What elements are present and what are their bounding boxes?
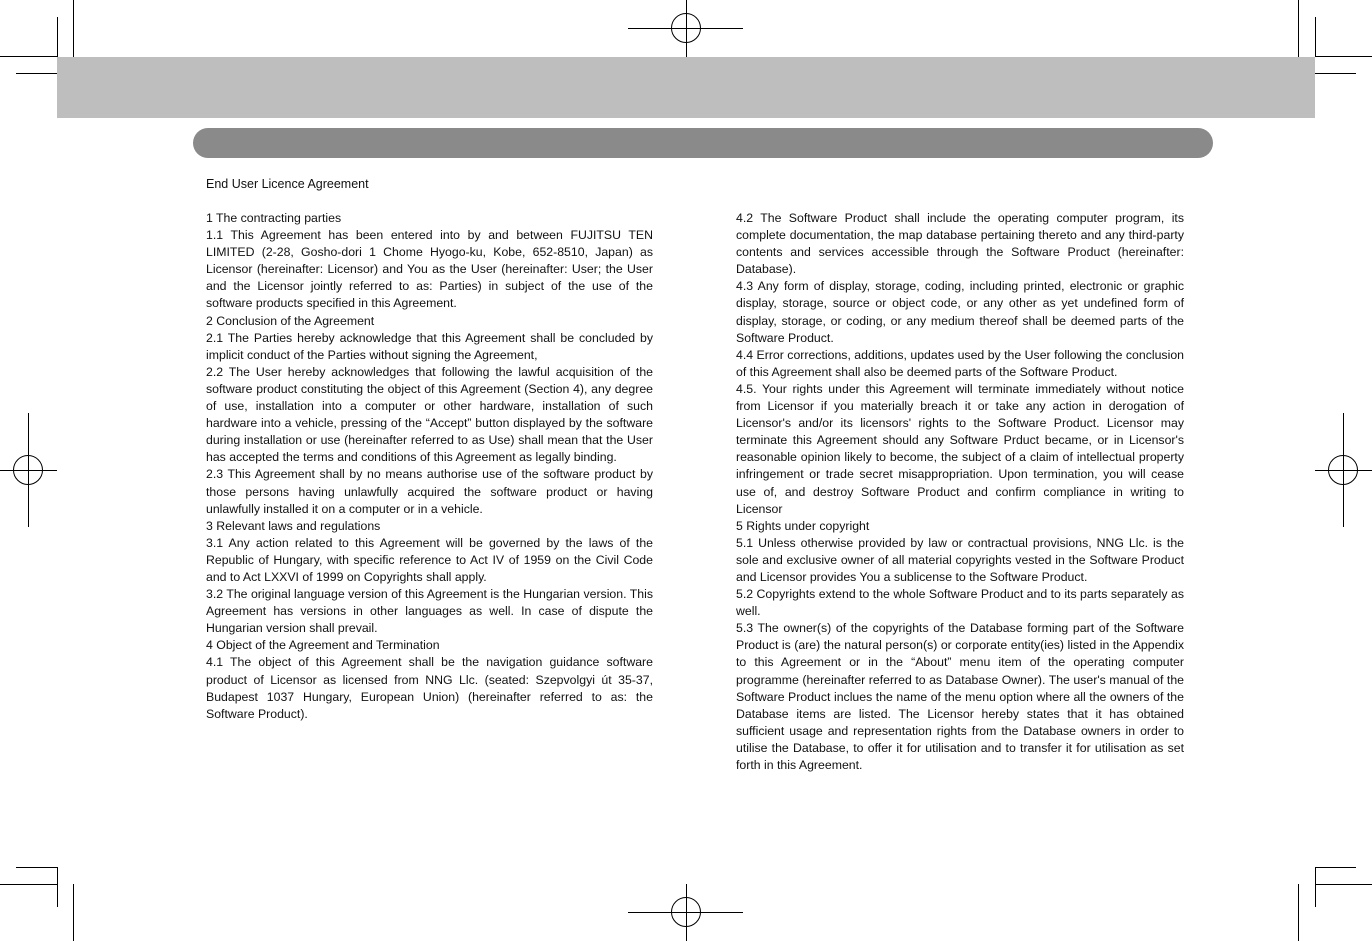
section-heading: 4 Object of the Agreement and Termination: [206, 638, 440, 653]
section-heading: 1 The contracting parties: [206, 211, 342, 225]
right-column: [736, 210, 1184, 774]
paragraph: 2.3 This Agreement shall by no means authorise use of the software product by those persons having unlawfully acquired the software product or having unlawfully installed it on a computer or in a vehicle.: [206, 467, 653, 516]
crop-mark: [16, 73, 57, 74]
paragraph: 4.3 Any form of display, storage, coding, including printed, electronic or graphic display, storage, source or object code, or any other as yet undefined form of display, storage, or coding, or any medium thereof shall be deemed parts of the Software Product.: [736, 279, 1184, 345]
paragraph: 4.1 The object of this Agreement shall be the navigation guidance software product of Licensor as licensed from NNG Llc. (seated: Szepvolgyi út 35-37, Budapest 1037 Hungary, European Union) (hereinafter referred to as: the Software Product).: [206, 655, 653, 721]
paragraph: 4.5. Your rights under this Agreement will terminate immediately without notice from Licensor if you materially breach it or take any action in derogation of Licensor's and/or its licensors' rights to the Software Product. Licensor may terminate this Agreement should any Software Prduct became, or in Licensor's reasonable opinion likely to become, the subject of a claim of intellectual property infringement or trade secret misappropriation. Upon termination, you will cease use of, and destroy Software Product and confirm compliance in writing to Licensor: [736, 381, 1184, 516]
crop-mark: [1315, 867, 1356, 868]
crop-mark: [0, 56, 57, 57]
crop-mark: [1315, 17, 1316, 57]
crop-mark: [0, 884, 57, 885]
paragraph: 3.2 The original language version of this Agreement is the Hungarian version. This Agreement has versions in other languages as well. In case of dispute the Hungarian version shall prevail.: [206, 587, 653, 636]
paragraph: 2.2 The User hereby acknowledges that following the lawful acquisition of the software product constituting the object of this Agreement (Section 4), any degree of use, installation into a computer or other hardware, installation of such hardware into a vehicle, pressing of the “Accept” button displayed by the software during installation or use (hereinafter referred to as Use) shall mean that the User has accepted the terms and conditions of this Agreement as legally binding.: [206, 364, 653, 465]
section-title-bar: [193, 128, 1213, 158]
crop-mark: [1315, 56, 1372, 57]
paragraph: 1.1 This Agreement has been entered into by and between FUJITSU TEN LIMITED (2-28, Gosho-dori 1 Chome Hyogo-ku, Kobe, 652-8510, Japan) as Licensor (hereinafter: Licensor) and You as the User (hereinafter: User; the User and the Licensor jointly referred to as: Parties) in subject of the use of the software products specified in this Agreement.: [206, 228, 653, 311]
section-heading: 3 Relevant laws and regulations: [206, 518, 381, 533]
crop-mark: [1315, 73, 1356, 74]
crop-mark: [57, 17, 58, 57]
header-band: [57, 57, 1315, 118]
crop-mark: [16, 867, 57, 868]
paragraph: 4.4 Error corrections, additions, updates used by the User following the conclusion of this Agreement shall also be deemed parts of the Software Product.: [736, 347, 1184, 379]
section-heading: 2 Conclusion of the Agreement: [206, 313, 375, 328]
crop-mark: [1298, 884, 1299, 941]
left-column: [206, 210, 653, 723]
crop-mark: [1315, 884, 1372, 885]
crop-mark: [1298, 0, 1299, 57]
paragraph: 2.1 The Parties hereby acknowledge that this Agreement shall be concluded by implicit conduct of the Parties without signing the Agreement,: [206, 330, 653, 362]
section-heading: 5 Rights under copyright: [736, 518, 870, 533]
document-title: End User Licence Agreement: [206, 177, 369, 191]
paragraph: 5.2 Copyrights extend to the whole Software Product and to its parts separately as well.: [736, 587, 1184, 619]
paragraph: 4.2 The Software Product shall include the operating computer program, its complete documentation, the map database pertaining thereto and any third-party contents and services accessible through the Software Product (hereinafter: Database).: [736, 211, 1184, 277]
crop-mark: [73, 0, 74, 57]
crop-mark: [73, 884, 74, 941]
crop-mark: [57, 867, 58, 907]
paragraph: 5.3 The owner(s) of the copyrights of the Database forming part of the Software Product is (are) the natural person(s) or corporate entity(ies) listed in the Appendix to this Agreement or in the “About” menu item of the operating computer programme (hereinafter referred to as Database Owner). The user's manual of the Software Product inclues the name of the menu option where all the owners of the Database items are listed. The Licensor hereby states that it has obtained sufficient usage and representation rights from the Database owners in order to utilise the Database, to offer it for utilisation and to transfer it for utilisation as set forth in this Agreement.: [736, 621, 1184, 772]
paragraph: 3.1 Any action related to this Agreement will be governed by the laws of the Republic of Hungary, with specific reference to Act IV of 1959 on the Civil Code and to Act LXXVI of 1999 on Copyrights shall apply.: [206, 535, 653, 584]
paragraph: 5.1 Unless otherwise provided by law or contractual provisions, NNG Llc. is the sole and exclusive owner of all material copyrights vested in the Software Product and Licensor provides You a sublicense to the Software Product.: [736, 535, 1184, 584]
crop-mark: [1315, 867, 1316, 907]
